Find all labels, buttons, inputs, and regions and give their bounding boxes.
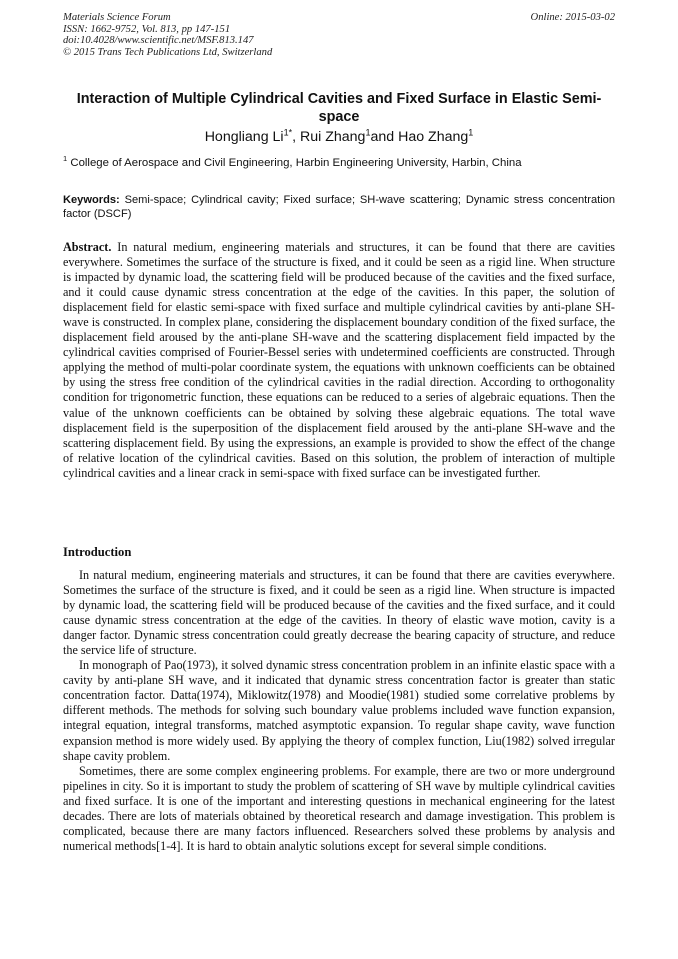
- online-date: Online: 2015-03-02: [530, 12, 615, 23]
- abstract-section: [63, 240, 615, 481]
- keywords-text: Semi-space; Cylindrical cavity; Fixed surface; SH-wave scattering; Dynamic stress concentration factor (DSCF): [63, 194, 615, 220]
- abstract-text: In natural medium, engineering materials and structures, it can be found that there are cavities everywhere. Sometimes the surface of the structure is fixed, and it could be seen as a rigid line. When structure is impacted by dynamic load, the scattering field will be produced because of the cavities and the fixed surface, and it could cause dynamic stress concentration at the edge of the cavities. In this paper, the solution of displacement field for elastic semi-space with fixed surface and multiple cylindrical cavities by anti-plane SH-wave is constructed. In complex plane, considering the displacement boundary condition of the fixed surface, the displacement field aroused by the anti-plane SH-wave and the scattering displacement field impacted by the cylindrical cavities comprised of Fourier-Bessel series with undetermined coefficients are constructed. Through applying the method of multi-polar coordinate system, the equations with unknown coefficients can be obtained by using the stress free condition of the cylindrical cavities in the radial direction. According to orthogonality condition for trigonometric function, these equations can be reduced to a series of algebraic equations. Then the value of the unknown coefficients can be obtained by solving these algebraic equations. The total wave displacement field is the superposition of the displacement field aroused by the anti-plane SH-wave and the scattering displacement field. By using the expressions, an example is provided to show the effect of the change of relative location of the cylindrical cavities. Based on this solution, the problem of interaction of multiple cylindrical cavities and a linear crack in semi-space with fixed surface can be investigated further.: [63, 240, 615, 480]
- introduction-body: [63, 568, 615, 854]
- author-name: Hao Zhang: [398, 129, 469, 145]
- paragraph: Sometimes, there are some complex engineering problems. For example, there are two or more underground pipelines in city. So it is important to study the problem of scattering of SH wave by multiple cylindrical cavities and fixed surface. It is one of the important and interesting questions in mechanical engineering for the latest decades. There are lots of materials obtained by theoretical research and damage investigation. This problem is complicated, because there are many factors influenced. Researchers solved these problems by analysis and numerical methods[1-4]. It is hard to obtain analytic solutions except for several simple conditions.: [63, 763, 615, 853]
- paragraph: In natural medium, engineering materials and structures, it can be found that there are cavities everywhere. Sometimes the surface of the structure is fixed, and it could be seen as a rigid line. When structure is impacted by dynamic load, the scattering field will be produced because of the cavities and the fixed surface, and it could cause dynamic stress concentration at the edge of the cavities. In theory of elastic wave motion, cavity is a danger factor. Dynamic stress concentration could greatly decrease the bearing capacity of structure, and reduce the service life of structure.: [63, 568, 615, 658]
- paragraph: In monograph of Pao(1973), it solved dynamic stress concentration problem in an infinite elastic space with a cavity by anti-plane SH wave, and it indicated that dynamic stress concentration factor is greater than static concentration factor. Datta(1974), Miklowitz(1978) and Moodie(1981) studied some correlative problems by different methods. The methods for solving such boundary value problems included wave function expansion, integral equation, integral transforms, matched asymptotic expansion. To regular shape cavity, wave function expansion method is more widely used. By applying the theory of complex function, Liu(1982) solved irregular shape cavity problem.: [63, 658, 615, 763]
- copyright-line: © 2015 Trans Tech Publications Ltd, Switzerland: [63, 46, 273, 58]
- keywords-section: [63, 194, 615, 221]
- journal-header: [63, 12, 615, 58]
- paper-title: Interaction of Multiple Cylindrical Cavities and Fixed Surface in Elastic Semi-space: [76, 91, 602, 125]
- author-separator: and: [370, 129, 399, 145]
- author-list: [63, 128, 615, 146]
- journal-name: Materials Science Forum: [63, 12, 171, 23]
- author-name: Rui Zhang: [299, 129, 366, 145]
- author-affiliation-mark: 1: [468, 127, 474, 138]
- affiliation-text: College of Aerospace and Civil Engineering, Harbin Engineering University, Harbin, China: [67, 157, 522, 169]
- author-separator: ,: [292, 129, 300, 145]
- author-name: Hongliang Li: [204, 129, 284, 145]
- abstract-label: Abstract.: [63, 240, 112, 254]
- author-affiliation-mark: 1: [365, 127, 371, 138]
- introduction-heading: Introduction: [63, 545, 132, 559]
- keywords-label: Keywords:: [63, 194, 120, 206]
- affiliation-mark: 1: [63, 154, 68, 164]
- doi-line: doi:10.4028/www.scientific.net/MSF.813.147: [63, 35, 254, 46]
- affiliation: [63, 156, 623, 170]
- author-affiliation-mark: 1*: [283, 127, 293, 138]
- issn-line: ISSN: 1662-9752, Vol. 813, pp 147-151: [63, 23, 231, 35]
